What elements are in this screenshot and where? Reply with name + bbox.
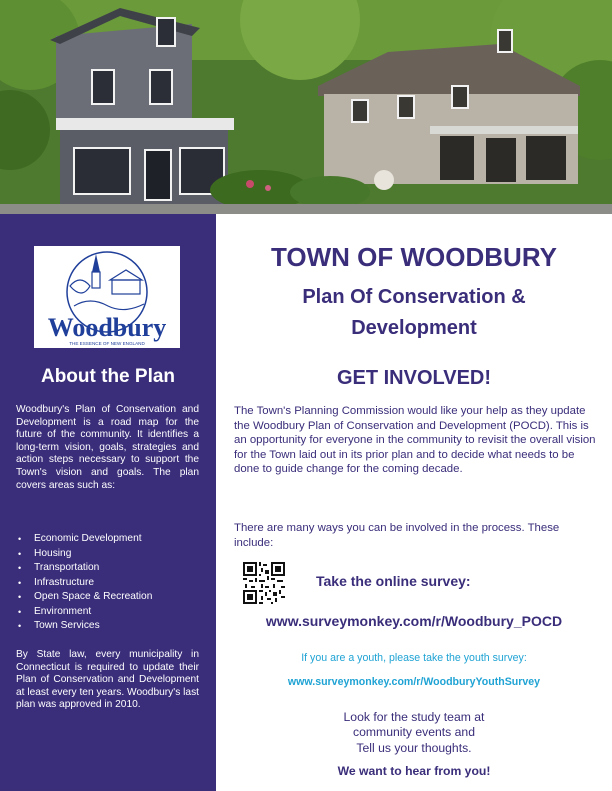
plan-title-line: Plan Of Conservation &	[302, 286, 526, 308]
study-team-line: Tell us your thoughts.	[356, 740, 472, 755]
town-title: TOWN OF WOODBURY	[271, 242, 557, 272]
ways-paragraph: There are many ways you can be involved in the process. These include:	[234, 522, 560, 549]
about-heading: About the Plan	[40, 366, 176, 387]
study-team-note	[216, 710, 612, 756]
study-team-line: Look for the study team at	[343, 710, 485, 724]
woodbury-town-logo-icon	[34, 246, 180, 348]
qr-code-icon[interactable]	[243, 562, 285, 604]
plan-title-line: Development	[351, 317, 477, 339]
about-sidebar	[0, 214, 216, 791]
list-item: • Transportation	[16, 561, 199, 576]
list-item: • Environment	[16, 605, 199, 620]
survey-link[interactable]: www.surveymonkey.com/r/Woodbury_POCD	[265, 613, 563, 629]
closing-line: We want to hear from you!	[337, 764, 491, 778]
get-involved-heading: GET INVOLVED!	[336, 367, 492, 389]
svg-text:THE ESSENCE OF NEW ENGLAND: THE ESSENCE OF NEW ENGLAND	[69, 341, 145, 346]
main-content	[216, 214, 612, 791]
study-team-line: community events and	[353, 725, 475, 740]
survey-call-to-action: Take the online survey:	[316, 573, 471, 589]
list-item: • Open Space & Recreation	[16, 590, 199, 605]
list-item: • Economic Development	[16, 532, 199, 547]
intro-paragraph: The Town's Planning Commission would like your help as they update the Woodbury Plan of Conservation and Development (POCD). This is an opportunity for everyone in the community to revisit the overall vision for the Town laid out in its prior plan and to decide what needs to be done to guide change for the coming decade.	[234, 405, 596, 476]
woodbury-logo	[34, 246, 180, 348]
svg-text:Woodbury: Woodbury	[47, 313, 167, 342]
header-photo	[0, 0, 612, 214]
list-item: • Town Services	[16, 619, 199, 634]
state-law-note: By State law, every municipality in Connecticut is required to update their Plan of Conservation and Development at least every ten years. Woodbury's last plan was approved in 2010.	[16, 649, 199, 711]
youth-survey-link[interactable]: www.surveymonkey.com/r/WoodburyYouthSurvey	[287, 676, 541, 688]
list-item: • Infrastructure	[16, 576, 199, 591]
about-intro: Woodbury's Plan of Conservation and Development is a road map for the future of the community. It identifies a long-term vision, goals, strategies and action steps necessary to support the Town's vision and goals. The plan covers areas such as:	[16, 404, 199, 491]
plan-areas-list	[16, 532, 199, 634]
plan-title	[216, 282, 612, 344]
list-item: • Housing	[16, 547, 199, 562]
youth-survey-note: If you are a youth, please take the youth survey:	[301, 652, 527, 664]
